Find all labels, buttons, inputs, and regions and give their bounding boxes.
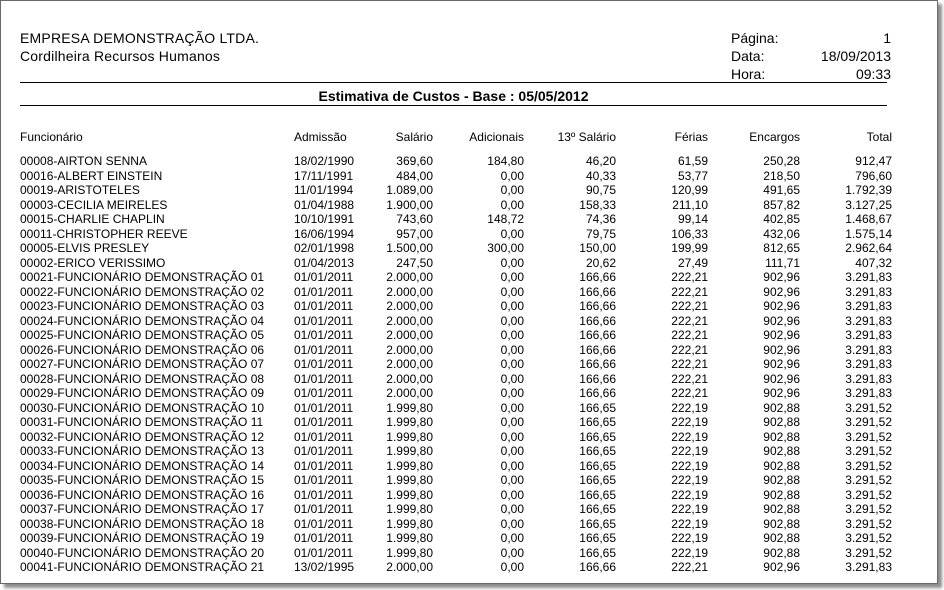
vacation-cell: 222,19: [671, 545, 708, 560]
admission-date-cell: 01/04/1988: [294, 197, 355, 212]
table-row: [1, 212, 937, 227]
column-header-admissao: Admissão: [294, 130, 347, 144]
vacation-cell: 27,49: [677, 255, 708, 270]
salary-cell: 1.999,80: [386, 473, 433, 487]
charges-cell: 902,88: [763, 531, 800, 545]
vacation-cell: 222,21: [671, 284, 708, 299]
table-row: [1, 270, 937, 285]
vacation-cell: 222,19: [671, 444, 708, 458]
top-divider: [20, 82, 887, 83]
vacation-cell: 222,21: [671, 371, 708, 386]
table-row: [1, 430, 937, 445]
thirteenth-salary-cell: 166,65: [579, 487, 616, 502]
employee-name-cell: 00005-ELVIS PRESLEY: [20, 241, 150, 255]
additional-cell: 0,00: [500, 429, 524, 444]
salary-cell: 2.000,00: [386, 328, 433, 342]
table-row: [1, 154, 937, 169]
additional-cell: 0,00: [500, 487, 524, 502]
vacation-cell: 222,19: [671, 400, 708, 415]
salary-cell: 1.999,80: [386, 458, 433, 473]
thirteenth-salary-cell: 79,75: [585, 226, 616, 241]
admission-date-cell: 01/04/2013: [294, 255, 355, 270]
additional-cell: 184,80: [487, 154, 524, 168]
additional-cell: 0,00: [500, 168, 524, 183]
employee-name-cell: 00039-FUNCIONÁRIO DEMONSTRAÇÃO 19: [20, 531, 265, 545]
thirteenth-salary-cell: 166,66: [579, 270, 616, 284]
vacation-cell: 222,21: [671, 313, 708, 328]
vacation-cell: 222,19: [671, 531, 708, 545]
thirteenth-salary-cell: 166,66: [579, 342, 616, 357]
charges-cell: 902,96: [763, 328, 800, 342]
total-cell: 3.291,83: [845, 357, 892, 371]
total-cell: 3.291,52: [845, 531, 892, 545]
salary-cell: 2.000,00: [386, 299, 433, 313]
salary-cell: 1.900,00: [386, 197, 433, 212]
admission-date-cell: 01/01/2011: [294, 342, 354, 357]
salary-cell: 743,60: [396, 212, 433, 226]
salary-cell: 1.999,80: [386, 444, 433, 458]
total-cell: 3.291,83: [845, 560, 892, 574]
page-label: Página:: [731, 30, 779, 46]
report-title: Estimativa de Custos - Base : 05/05/2012: [318, 88, 589, 104]
employee-name-cell: 00022-FUNCIONÁRIO DEMONSTRAÇÃO 02: [20, 284, 265, 299]
charges-cell: 902,96: [763, 560, 800, 574]
total-cell: 3.291,52: [845, 502, 892, 516]
salary-cell: 2.000,00: [386, 313, 433, 328]
salary-cell: 1.089,00: [386, 183, 433, 197]
additional-cell: 0,00: [500, 299, 524, 313]
vacation-cell: 222,19: [671, 516, 708, 531]
table-row: [1, 444, 937, 459]
table-row: [1, 560, 937, 575]
admission-date-cell: 13/02/1995: [294, 560, 355, 574]
employee-name-cell: 00002-ERICO VERISSIMO: [20, 255, 166, 270]
thirteenth-salary-cell: 74,36: [585, 212, 616, 226]
salary-cell: 957,00: [396, 226, 433, 241]
admission-date-cell: 01/01/2011: [294, 415, 354, 429]
salary-cell: 247,50: [396, 255, 433, 270]
employee-name-cell: 00027-FUNCIONÁRIO DEMONSTRAÇÃO 07: [20, 357, 265, 371]
employee-name-cell: 00011-CHRISTOPHER REEVE: [20, 226, 188, 241]
additional-cell: 0,00: [500, 342, 524, 357]
total-cell: 3.291,83: [845, 328, 892, 342]
admission-date-cell: 01/01/2011: [294, 357, 354, 371]
thirteenth-salary-cell: 166,65: [579, 400, 616, 415]
admission-date-cell: 01/01/2011: [294, 516, 354, 531]
admission-date-cell: 01/01/2011: [294, 487, 354, 502]
table-row: [1, 198, 937, 213]
table-row: [1, 227, 937, 242]
additional-cell: 0,00: [500, 386, 524, 400]
vacation-cell: 222,21: [671, 299, 708, 313]
charges-cell: 902,88: [763, 400, 800, 415]
time-label: Hora:: [731, 66, 766, 82]
employee-name-cell: 00019-ARISTOTELES: [20, 183, 140, 197]
thirteenth-salary-cell: 166,66: [579, 357, 616, 371]
vacation-cell: 106,33: [671, 226, 708, 241]
additional-cell: 0,00: [500, 371, 524, 386]
total-cell: 3.291,52: [845, 545, 892, 560]
salary-cell: 2.000,00: [386, 342, 433, 357]
admission-date-cell: 01/01/2011: [294, 386, 354, 400]
admission-date-cell: 01/01/2011: [294, 545, 354, 560]
charges-cell: 402,85: [763, 212, 800, 226]
employee-name-cell: 00033-FUNCIONÁRIO DEMONSTRAÇÃO 13: [20, 444, 265, 458]
employee-name-cell: 00028-FUNCIONÁRIO DEMONSTRAÇÃO 08: [20, 371, 265, 386]
additional-cell: 0,00: [500, 444, 524, 458]
employee-name-cell: 00003-CECILIA MEIRELES: [20, 197, 168, 212]
table-row: [1, 357, 937, 372]
charges-cell: 902,88: [763, 415, 800, 429]
salary-cell: 1.999,80: [386, 415, 433, 429]
vacation-cell: 222,21: [671, 270, 708, 284]
additional-cell: 0,00: [500, 357, 524, 371]
thirteenth-salary-cell: 150,00: [579, 241, 616, 255]
table-row: [1, 328, 937, 343]
thirteenth-salary-cell: 166,65: [579, 545, 616, 560]
salary-cell: 369,60: [396, 154, 433, 168]
employee-name-cell: 00008-AIRTON SENNA: [20, 154, 147, 168]
total-cell: 3.291,83: [845, 270, 892, 284]
admission-date-cell: 16/06/1994: [294, 226, 355, 241]
charges-cell: 902,96: [763, 371, 800, 386]
table-row: [1, 531, 937, 546]
employee-table-body: [1, 154, 937, 575]
vacation-cell: 120,99: [671, 183, 708, 197]
admission-date-cell: 01/01/2011: [294, 328, 354, 342]
vacation-cell: 222,19: [671, 429, 708, 444]
vacation-cell: 222,19: [671, 458, 708, 473]
additional-cell: 0,00: [500, 502, 524, 516]
table-row: [1, 299, 937, 314]
admission-date-cell: 01/01/2011: [294, 313, 354, 328]
admission-date-cell: 11/01/1994: [294, 183, 354, 197]
admission-date-cell: 01/01/2011: [294, 473, 354, 487]
salary-cell: 1.500,00: [386, 241, 433, 255]
charges-cell: 111,71: [765, 255, 800, 270]
additional-cell: 0,00: [500, 328, 524, 342]
admission-date-cell: 01/01/2011: [294, 429, 354, 444]
date-label: Data:: [731, 48, 765, 64]
additional-cell: 0,00: [500, 183, 524, 197]
employee-name-cell: 00016-ALBERT EINSTEIN: [20, 168, 163, 183]
employee-name-cell: 00030-FUNCIONÁRIO DEMONSTRAÇÃO 10: [20, 400, 265, 415]
additional-cell: 0,00: [500, 531, 524, 545]
additional-cell: 0,00: [500, 560, 524, 574]
admission-date-cell: 01/01/2011: [294, 458, 354, 473]
charges-cell: 250,28: [763, 154, 800, 168]
total-cell: 1.792,39: [845, 183, 892, 197]
additional-cell: 0,00: [500, 415, 524, 429]
charges-cell: 857,82: [763, 197, 800, 212]
thirteenth-salary-cell: 166,65: [579, 458, 616, 473]
table-row: [1, 343, 937, 358]
additional-cell: 0,00: [500, 284, 524, 299]
total-cell: 3.291,83: [845, 284, 892, 299]
total-cell: 1.575,14: [845, 226, 892, 241]
thirteenth-salary-cell: 166,65: [579, 444, 616, 458]
column-header-salario: Salário: [395, 130, 433, 144]
total-cell: 912,47: [855, 154, 892, 168]
charges-cell: 902,88: [763, 429, 800, 444]
vacation-cell: 222,19: [671, 487, 708, 502]
total-cell: 3.291,83: [845, 313, 892, 328]
additional-cell: 0,00: [500, 473, 524, 487]
thirteenth-salary-cell: 166,65: [579, 415, 616, 429]
admission-date-cell: 01/01/2011: [294, 502, 354, 516]
employee-name-cell: 00034-FUNCIONÁRIO DEMONSTRAÇÃO 14: [20, 458, 265, 473]
charges-cell: 812,65: [763, 241, 800, 255]
charges-cell: 902,88: [763, 487, 800, 502]
table-row: [1, 473, 937, 488]
salary-cell: 2.000,00: [386, 357, 433, 371]
additional-cell: 0,00: [500, 226, 524, 241]
vacation-cell: 61,59: [677, 154, 708, 168]
charges-cell: 218,50: [763, 168, 800, 183]
salary-cell: 1.999,80: [386, 531, 433, 545]
salary-cell: 2.000,00: [386, 560, 433, 574]
thirteenth-salary-cell: 166,65: [579, 502, 616, 516]
total-cell: 3.291,52: [845, 487, 892, 502]
date-value: 18/09/2013: [820, 48, 891, 64]
additional-cell: 0,00: [500, 516, 524, 531]
additional-cell: 0,00: [500, 458, 524, 473]
salary-cell: 484,00: [396, 168, 433, 183]
charges-cell: 902,96: [763, 299, 800, 313]
charges-cell: 902,88: [763, 516, 800, 531]
total-cell: 407,32: [855, 255, 892, 270]
table-row: [1, 372, 937, 387]
column-header-ferias: Férias: [674, 130, 708, 144]
charges-cell: 902,88: [763, 444, 800, 458]
vacation-cell: 222,19: [671, 415, 708, 429]
admission-date-cell: 01/01/2011: [294, 270, 354, 284]
total-cell: 3.291,52: [845, 444, 892, 458]
thirteenth-salary-cell: 166,66: [579, 386, 616, 400]
charges-cell: 902,88: [763, 502, 800, 516]
thirteenth-salary-cell: 166,66: [579, 284, 616, 299]
vacation-cell: 222,21: [671, 560, 708, 574]
thirteenth-salary-cell: 166,65: [579, 531, 616, 545]
thirteenth-salary-cell: 46,20: [585, 154, 616, 168]
additional-cell: 0,00: [500, 545, 524, 560]
column-header-funcionario: Funcionário: [20, 130, 83, 144]
charges-cell: 491,65: [763, 183, 800, 197]
salary-cell: 1.999,80: [386, 516, 433, 531]
table-row: [1, 459, 937, 474]
salary-cell: 1.999,80: [386, 429, 433, 444]
table-row: [1, 502, 937, 517]
column-header-encargos: Encargos: [749, 130, 800, 144]
admission-date-cell: 18/02/1990: [294, 154, 355, 168]
vacation-cell: 222,21: [671, 386, 708, 400]
employee-name-cell: 00031-FUNCIONÁRIO DEMONSTRAÇÃO 11: [20, 415, 264, 429]
admission-date-cell: 01/01/2011: [294, 444, 354, 458]
charges-cell: 902,96: [763, 313, 800, 328]
admission-date-cell: 10/10/1991: [294, 212, 355, 226]
total-cell: 3.291,83: [845, 342, 892, 357]
charges-cell: 902,88: [763, 473, 800, 487]
employee-name-cell: 00025-FUNCIONÁRIO DEMONSTRAÇÃO 05: [20, 328, 265, 342]
additional-cell: 0,00: [500, 313, 524, 328]
admission-date-cell: 01/01/2011: [294, 299, 354, 313]
salary-cell: 2.000,00: [386, 270, 433, 284]
admission-date-cell: 17/11/1991: [294, 168, 354, 183]
employee-name-cell: 00040-FUNCIONÁRIO DEMONSTRAÇÃO 20: [20, 545, 265, 560]
column-header-13-salario: 13º Salário: [557, 130, 616, 144]
table-row: [1, 169, 937, 184]
admission-date-cell: 02/01/1998: [294, 241, 355, 255]
total-cell: 796,60: [855, 168, 892, 183]
thirteenth-salary-cell: 40,33: [585, 168, 616, 183]
total-cell: 3.291,52: [845, 473, 892, 487]
total-cell: 3.127,25: [845, 197, 892, 212]
thirteenth-salary-cell: 166,65: [579, 473, 616, 487]
vacation-cell: 99,14: [677, 212, 708, 226]
charges-cell: 902,96: [763, 342, 800, 357]
total-cell: 3.291,52: [845, 516, 892, 531]
salary-cell: 1.999,80: [386, 545, 433, 560]
vacation-cell: 222,21: [671, 342, 708, 357]
vacation-cell: 222,21: [671, 328, 708, 342]
employee-name-cell: 00041-FUNCIONÁRIO DEMONSTRAÇÃO 21: [20, 560, 265, 574]
table-row: [1, 386, 937, 401]
thirteenth-salary-cell: 166,66: [579, 371, 616, 386]
table-row: [1, 517, 937, 532]
admission-date-cell: 01/01/2011: [294, 531, 354, 545]
employee-name-cell: 00024-FUNCIONÁRIO DEMONSTRAÇÃO 04: [20, 313, 265, 328]
total-cell: 3.291,83: [845, 371, 892, 386]
table-row: [1, 285, 937, 300]
column-header-adicionais: Adicionais: [469, 130, 524, 144]
admission-date-cell: 01/01/2011: [294, 284, 354, 299]
salary-cell: 2.000,00: [386, 371, 433, 386]
additional-cell: 148,72: [487, 212, 524, 226]
employee-name-cell: 00038-FUNCIONÁRIO DEMONSTRAÇÃO 18: [20, 516, 265, 531]
thirteenth-salary-cell: 20,62: [585, 255, 616, 270]
employee-name-cell: 00036-FUNCIONÁRIO DEMONSTRAÇÃO 16: [20, 487, 265, 502]
vacation-cell: 222,19: [671, 473, 708, 487]
table-row: [1, 256, 937, 271]
vacation-cell: 53,77: [677, 168, 708, 183]
charges-cell: 902,96: [763, 386, 800, 400]
thirteenth-salary-cell: 166,65: [579, 516, 616, 531]
table-row: [1, 488, 937, 503]
table-row: [1, 314, 937, 329]
total-cell: 1.468,67: [845, 212, 892, 226]
charges-cell: 902,96: [763, 270, 800, 284]
table-row: [1, 401, 937, 416]
total-cell: 3.291,83: [845, 299, 892, 313]
employee-name-cell: 00032-FUNCIONÁRIO DEMONSTRAÇÃO 12: [20, 429, 265, 444]
employee-name-cell: 00021-FUNCIONÁRIO DEMONSTRAÇÃO 01: [20, 270, 265, 284]
additional-cell: 0,00: [500, 255, 524, 270]
salary-cell: 1.999,80: [386, 400, 433, 415]
charges-cell: 902,88: [763, 545, 800, 560]
employee-name-cell: 00023-FUNCIONÁRIO DEMONSTRAÇÃO 03: [20, 299, 265, 313]
page-number: 1: [883, 30, 891, 46]
total-cell: 2.962,64: [845, 241, 892, 255]
thirteenth-salary-cell: 166,66: [579, 560, 616, 574]
vacation-cell: 211,10: [672, 197, 708, 212]
thirteenth-salary-cell: 158,33: [579, 197, 616, 212]
system-name: Cordilheira Recursos Humanos: [20, 48, 221, 64]
additional-cell: 0,00: [500, 197, 524, 212]
vacation-cell: 222,19: [671, 502, 708, 516]
additional-cell: 0,00: [500, 270, 524, 284]
charges-cell: 902,88: [763, 458, 800, 473]
salary-cell: 2.000,00: [386, 284, 433, 299]
vacation-cell: 222,21: [671, 357, 708, 371]
total-cell: 3.291,52: [845, 458, 892, 473]
thirteenth-salary-cell: 90,75: [585, 183, 616, 197]
vacation-cell: 199,99: [671, 241, 708, 255]
charges-cell: 902,96: [763, 357, 800, 371]
salary-cell: 1.999,80: [386, 487, 433, 502]
additional-cell: 0,00: [500, 400, 524, 415]
employee-name-cell: 00035-FUNCIONÁRIO DEMONSTRAÇÃO 15: [20, 473, 265, 487]
total-cell: 3.291,52: [845, 415, 892, 429]
total-cell: 3.291,52: [845, 429, 892, 444]
total-cell: 3.291,83: [845, 386, 892, 400]
company-name: EMPRESA DEMONSTRAÇÃO LTDA.: [20, 30, 260, 46]
employee-name-cell: 00037-FUNCIONÁRIO DEMONSTRAÇÃO 17: [20, 502, 265, 516]
employee-name-cell: 00015-CHARLIE CHAPLIN: [20, 212, 165, 226]
salary-cell: 1.999,80: [386, 502, 433, 516]
admission-date-cell: 01/01/2011: [294, 400, 354, 415]
additional-cell: 300,00: [487, 241, 524, 255]
time-value: 09:33: [855, 66, 891, 82]
column-header-total: Total: [866, 130, 892, 144]
thirteenth-salary-cell: 166,66: [579, 313, 616, 328]
employee-name-cell: 00026-FUNCIONÁRIO DEMONSTRAÇÃO 06: [20, 342, 265, 357]
charges-cell: 432,06: [763, 226, 800, 241]
admission-date-cell: 01/01/2011: [294, 371, 354, 386]
table-row: [1, 183, 937, 198]
salary-cell: 2.000,00: [386, 386, 433, 400]
title-divider: [20, 105, 887, 106]
charges-cell: 902,96: [763, 284, 800, 299]
employee-name-cell: 00029-FUNCIONÁRIO DEMONSTRAÇÃO 09: [20, 386, 265, 400]
total-cell: 3.291,52: [845, 400, 892, 415]
table-row: [1, 241, 937, 256]
table-row: [1, 546, 937, 561]
thirteenth-salary-cell: 166,65: [579, 429, 616, 444]
thirteenth-salary-cell: 166,66: [579, 328, 616, 342]
thirteenth-salary-cell: 166,66: [579, 299, 616, 313]
table-row: [1, 415, 937, 430]
